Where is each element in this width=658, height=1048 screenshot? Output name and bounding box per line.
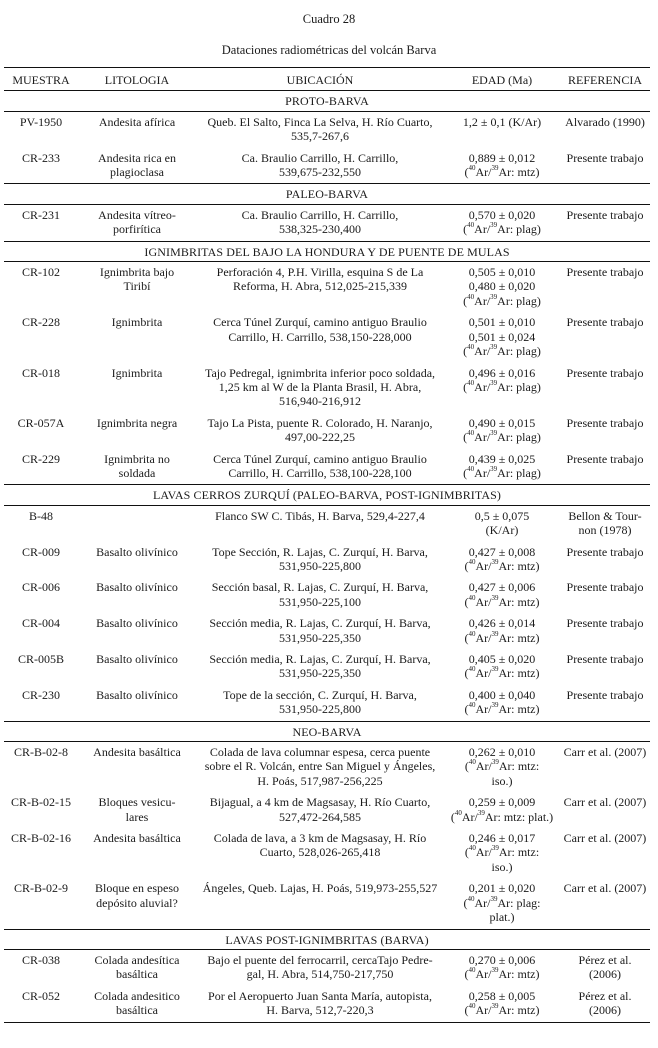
cell-line: Ignimbrita xyxy=(111,365,163,380)
cell-edad xyxy=(444,742,560,793)
cell-line: 0,270 ± 0,006 xyxy=(468,952,536,967)
cell-line: porfirítica xyxy=(113,222,161,237)
cell-line: 0,5 ± 0,075 xyxy=(474,508,530,523)
cell-edad xyxy=(444,792,560,828)
cell-line: ($^{40}$Ar/$^{39}$Ar: plag) xyxy=(463,292,541,308)
cell-edad xyxy=(444,949,560,985)
section-header-row xyxy=(4,721,650,741)
table-row xyxy=(4,505,650,541)
cell-line: ($^{40}$Ar/$^{39}$Ar: mtz) xyxy=(464,966,540,982)
cell-line: Basalto olivínico xyxy=(96,616,178,631)
cell-muestra: CR-057A xyxy=(17,415,65,430)
table-row xyxy=(4,742,650,793)
cell-ubicacion xyxy=(196,363,444,413)
cell-edad xyxy=(444,685,560,721)
table-row xyxy=(4,262,650,313)
section-header-row xyxy=(4,485,650,505)
cell-line: ($^{40}$Ar/$^{39}$Ar: mtz: xyxy=(464,844,540,860)
cell-referencia xyxy=(560,685,650,721)
cell-ubicacion xyxy=(196,613,444,649)
cell-referencia xyxy=(560,878,650,929)
cell-litologia xyxy=(78,792,196,828)
cell-line: 0,400 ± 0,040 xyxy=(468,687,536,702)
cell-edad xyxy=(444,262,560,313)
cell-line: 531,950-225,350 xyxy=(279,630,361,645)
cell-referencia xyxy=(560,949,650,985)
cell-line: 0,490 ± 0,015 xyxy=(468,415,536,430)
cell-litologia xyxy=(78,312,196,362)
table-row xyxy=(4,685,650,721)
cell-line: 539,675-232,550 xyxy=(279,165,361,180)
cell-muestra: CR-230 xyxy=(21,687,60,702)
cell-ubicacion xyxy=(196,413,444,449)
cell-edad xyxy=(444,878,560,929)
cell-referencia xyxy=(560,413,650,449)
cell-muestra: CR-038 xyxy=(21,952,60,967)
cell-ubicacion xyxy=(196,878,444,929)
cell-line: Ignimbrita xyxy=(111,315,163,330)
cell-line: Carr et al. (2007) xyxy=(563,795,647,810)
cell-line: 0,262 ± 0,010 xyxy=(468,745,536,760)
cell-referencia xyxy=(560,262,650,313)
cell-ubicacion xyxy=(196,542,444,578)
cell-line: 531,950-225,800 xyxy=(279,558,361,573)
cell-muestra: CR-004 xyxy=(21,616,60,631)
table-row xyxy=(4,413,650,449)
cell-line: 0,505 ± 0,010 xyxy=(468,265,536,280)
cell-line: Ignimbrita no xyxy=(104,451,170,466)
cell-litologia xyxy=(78,828,196,878)
cell-referencia xyxy=(560,613,650,649)
cell-line: Bloques vesicu- xyxy=(98,795,176,810)
cell-line: 527,472-264,585 xyxy=(279,809,361,824)
cell-line: ($^{40}$Ar/$^{39}$Ar: plag) xyxy=(463,464,541,480)
cell-litologia xyxy=(78,577,196,613)
cell-line: Tiribí xyxy=(123,279,151,294)
section-title: PROTO-BARVA xyxy=(4,91,650,111)
cell-litologia xyxy=(78,878,196,929)
cell-line: 531,950-225,100 xyxy=(279,594,361,609)
cell-line: Tajo Pedregal, ignimbrita inferior poco soldada, xyxy=(204,365,436,380)
cell-line: Carr et al. (2007) xyxy=(563,745,647,760)
cell-line: iso.) xyxy=(491,859,513,874)
cell-line: Ángeles, Queb. Lajas, H. Poás, 519,973-255,527 xyxy=(202,881,438,896)
table-row xyxy=(4,949,650,985)
cell-ubicacion xyxy=(196,685,444,721)
cell-line: sobre el R. Volcán, entre San Miguel y Ángeles, xyxy=(204,759,436,774)
cell-line: Andesita afírica xyxy=(98,114,176,129)
cell-line: ($^{40}$Ar/$^{39}$Ar: mtz) xyxy=(464,665,540,681)
cell-ubicacion xyxy=(196,312,444,362)
cell-line: Basalto olivínico xyxy=(96,544,178,559)
cell-line: Colada andesítica xyxy=(94,952,180,967)
cell-ubicacion xyxy=(196,148,444,184)
cell-line: Queb. El Salto, Finca La Selva, H. Río Cuarto, xyxy=(207,114,433,129)
header-muestra: MUESTRA xyxy=(4,68,78,91)
cell-line: Perforación 4, P.H. Virilla, esquina S de La xyxy=(216,265,424,280)
cell-line: Ca. Braulio Carrillo, H. Carrillo, xyxy=(241,150,399,165)
cell-line: Carrillo, H. Carrillo, 538,100-228,100 xyxy=(228,465,412,480)
cell-line: Bijagual, a 4 km de Magsasay, H. Río Cuarto, xyxy=(209,795,431,810)
header-edad: EDAD (Ma) xyxy=(444,68,560,91)
cell-edad xyxy=(444,542,560,578)
cell-edad xyxy=(444,148,560,184)
cell-line: 0,201 ± 0,020 xyxy=(468,881,536,896)
cell-line: ($^{40}$Ar/$^{39}$Ar: mtz) xyxy=(464,593,540,609)
table-row xyxy=(4,828,650,878)
cell-line: Andesita vítreo- xyxy=(98,207,176,222)
cell-ubicacion xyxy=(196,986,444,1022)
cell-line: Pérez et al. xyxy=(578,952,632,967)
table-row xyxy=(4,878,650,929)
cell-line: Basalto olivínico xyxy=(96,652,178,666)
cell-line: ($^{40}$Ar/$^{39}$Ar: mtz) xyxy=(464,164,540,180)
cell-line: H. Poás, 517,987-256,225 xyxy=(257,773,383,788)
cell-line: 0,405 ± 0,020 xyxy=(468,652,536,666)
cell-muestra: CR-102 xyxy=(21,265,60,280)
cell-line: ($^{40}$Ar/$^{39}$Ar: mtz) xyxy=(464,557,540,573)
table-row xyxy=(4,577,650,613)
cell-referencia xyxy=(560,363,650,413)
cell-referencia xyxy=(560,577,650,613)
cell-ubicacion xyxy=(196,649,444,685)
cell-line: basáltica xyxy=(116,1003,158,1018)
section-header-row xyxy=(4,184,650,204)
cell-line: 538,325-230,400 xyxy=(279,222,361,237)
cell-line: 0,501 ± 0,010 xyxy=(468,315,536,330)
cell-litologia xyxy=(78,649,196,685)
cell-line: 0,496 ± 0,016 xyxy=(468,365,536,380)
table-caption: Cuadro 28 xyxy=(302,12,356,26)
section-header-row xyxy=(4,241,650,261)
cell-line: 1,25 km al W de la Planta Brasil, H. Abra, xyxy=(218,379,422,394)
cell-ubicacion xyxy=(196,828,444,878)
cell-line: Sección basal, R. Lajas, C. Zurquí, H. Barva, xyxy=(211,580,429,595)
table-row xyxy=(4,312,650,362)
table-row xyxy=(4,649,650,685)
header-litologia: LITOLOGIA xyxy=(78,68,196,91)
cell-line: Tajo La Pista, puente R. Colorado, H. Naranjo, xyxy=(207,415,433,430)
cell-line: Presente trabajo xyxy=(566,315,644,330)
cell-ubicacion xyxy=(196,505,444,541)
cell-line: 0,501 ± 0,024 xyxy=(468,329,536,344)
cell-ubicacion xyxy=(196,792,444,828)
section-title: NEO-BARVA xyxy=(4,721,650,741)
cell-ubicacion xyxy=(196,262,444,313)
section-title: LAVAS CERROS ZURQUÍ (PALEO-BARVA, POST-IGNIMBRITAS) xyxy=(4,485,650,505)
cell-line: 531,950-225,800 xyxy=(279,702,361,717)
header-referencia: REFERENCIA xyxy=(560,68,650,91)
cell-muestra: CR-052 xyxy=(4,986,78,1022)
cell-muestra: B-48 xyxy=(29,508,53,523)
cell-line: gal, H. Abra, 514,750-217,750 xyxy=(246,967,394,982)
table-title: Dataciones radiométricas del volcán Barva xyxy=(221,43,437,57)
cell-line: Colada andesitico xyxy=(94,988,180,1003)
cell-line: 0,427 ± 0,008 xyxy=(468,544,536,559)
cell-line: Carrillo, H. Carrillo, 538,150-228,000 xyxy=(228,329,412,344)
cell-line: 0,259 ± 0,009 xyxy=(468,795,536,810)
cell-ubicacion xyxy=(196,111,444,147)
cell-muestra: CR-005B xyxy=(17,652,64,666)
cell-litologia xyxy=(78,449,196,485)
cell-line: Cerca Túnel Zurquí, camino antiguo Braulio xyxy=(213,451,427,466)
cell-muestra: CR-009 xyxy=(21,544,60,559)
cell-referencia xyxy=(560,742,650,793)
cell-referencia xyxy=(560,505,650,541)
cell-edad xyxy=(444,449,560,485)
dating-table xyxy=(4,67,650,1023)
table-row xyxy=(4,363,650,413)
cell-litologia xyxy=(78,111,196,147)
cell-line: ($^{40}$Ar/$^{39}$Ar: plag) xyxy=(463,221,541,237)
cell-muestra: CR-006 xyxy=(21,580,60,595)
cell-edad xyxy=(444,111,560,147)
cell-litologia xyxy=(78,949,196,985)
cell-line: Ignimbrita bajo xyxy=(99,265,175,280)
cell-line: plat.) xyxy=(489,910,515,925)
cell-line: 0,426 ± 0,014 xyxy=(468,616,536,631)
cell-ubicacion xyxy=(196,742,444,793)
cell-line: ($^{40}$Ar/$^{39}$Ar: plag: xyxy=(463,894,541,910)
cell-muestra: CR-B-02-16 xyxy=(11,831,71,846)
cell-line: Presente trabajo xyxy=(566,415,644,430)
cell-referencia xyxy=(560,204,650,241)
cell-line: 0,427 ± 0,006 xyxy=(468,580,536,595)
cell-line: (2006) xyxy=(589,967,621,982)
cell-edad xyxy=(444,413,560,449)
cell-line: Presente trabajo xyxy=(566,544,644,559)
cell-edad xyxy=(444,577,560,613)
cell-muestra: CR-018 xyxy=(21,365,60,380)
cell-line: Tope de la sección, C. Zurquí, H. Barva, xyxy=(223,687,417,702)
cell-muestra: CR-B-02-8 xyxy=(14,745,68,760)
cell-line: 497,00-222,25 xyxy=(285,430,355,445)
cell-line: ($^{40}$Ar/$^{39}$Ar: mtz) xyxy=(464,701,540,717)
cell-litologia xyxy=(78,148,196,184)
cell-edad xyxy=(444,363,560,413)
cell-line: Alvarado (1990) xyxy=(565,114,645,129)
cell-referencia xyxy=(560,148,650,184)
cell-line: 535,7-267,6 xyxy=(291,129,349,144)
table-row xyxy=(4,111,650,147)
cell-line: Sección media, R. Lajas, C. Zurquí, H. Barva, xyxy=(209,652,431,666)
cell-muestra: CR-229 xyxy=(21,451,60,466)
table-row xyxy=(4,542,650,578)
header-row xyxy=(4,68,650,91)
cell-line: Presente trabajo xyxy=(566,616,644,631)
cell-line: Cuarto, 528,026-265,418 xyxy=(259,845,381,860)
cell-ubicacion xyxy=(196,577,444,613)
cell-line: Ca. Braulio Carrillo, H. Carrillo, xyxy=(241,207,399,222)
cell-litologia xyxy=(78,685,196,721)
cell-line: Presente trabajo xyxy=(566,687,644,702)
cell-line: Sección media, R. Lajas, C. Zurquí, H. Barva, xyxy=(209,616,431,631)
cell-line: ($^{40}$Ar/$^{39}$Ar: mtz) xyxy=(464,1002,540,1018)
cell-line: Carr et al. (2007) xyxy=(563,831,647,846)
cell-line: ($^{40}$Ar/$^{39}$Ar: plag) xyxy=(463,343,541,359)
cell-litologia xyxy=(78,363,196,413)
table-row xyxy=(4,204,650,241)
cell-ubicacion xyxy=(196,949,444,985)
cell-line: Presente trabajo xyxy=(566,580,644,595)
cell-edad xyxy=(444,312,560,362)
cell-line: Basalto olivínico xyxy=(96,687,178,702)
cell-litologia xyxy=(78,204,196,241)
table-body xyxy=(4,91,650,1022)
cell-line: (2006) xyxy=(589,1003,621,1018)
cell-line: 0,570 ± 0,020 xyxy=(468,207,536,222)
cell-line: (K/Ar) xyxy=(485,523,519,538)
cell-line: ($^{40}$Ar/$^{39}$Ar: plag) xyxy=(463,378,541,394)
cell-line: Presente trabajo xyxy=(566,365,644,380)
cell-referencia xyxy=(560,986,650,1022)
cell-line: basáltica xyxy=(116,967,158,982)
cell-line: Bloque en espeso xyxy=(95,881,179,896)
cell-edad xyxy=(444,204,560,241)
cell-line: depósito aluvial? xyxy=(96,895,178,910)
section-title: IGNIMBRITAS DEL BAJO LA HONDURA Y DE PUENTE DE MULAS xyxy=(4,241,650,261)
cell-line: Presente trabajo xyxy=(566,207,644,222)
cell-line: 1,2 ± 0,1 (K/Ar) xyxy=(462,114,542,129)
cell-line: 516,940-216,912 xyxy=(279,394,361,409)
cell-litologia xyxy=(78,413,196,449)
cell-line: 0,246 ± 0,017 xyxy=(468,831,536,846)
cell-ubicacion xyxy=(196,204,444,241)
cell-line: plagioclasa xyxy=(110,165,164,180)
cell-edad xyxy=(444,828,560,878)
cell-edad xyxy=(444,505,560,541)
cell-referencia xyxy=(560,542,650,578)
cell-line: Por el Aeropuerto Juan Santa María, autopista, xyxy=(208,988,432,1003)
cell-line: Tope Sección, R. Lajas, C. Zurquí, H. Barva, xyxy=(212,544,428,559)
cell-edad xyxy=(444,986,560,1022)
cell-ubicacion xyxy=(196,449,444,485)
table-row xyxy=(4,792,650,828)
table-row xyxy=(4,449,650,485)
cell-referencia xyxy=(560,792,650,828)
table-row xyxy=(4,148,650,184)
cell-line: Colada de lava, a 3 km de Magsasay, H. Río xyxy=(213,831,427,846)
cell-line: soldada xyxy=(118,465,156,480)
cell-line: 0,439 ± 0,025 xyxy=(468,451,536,466)
cell-line: Andesita rica en xyxy=(98,150,176,165)
table-row xyxy=(4,613,650,649)
cell-referencia xyxy=(560,649,650,685)
cell-line: 0,889 ± 0,012 xyxy=(468,150,536,165)
cell-line: 0,480 ± 0,020 xyxy=(468,279,536,294)
cell-muestra: CR-B-02-9 xyxy=(14,881,68,896)
cell-litologia xyxy=(78,262,196,313)
cell-edad xyxy=(444,613,560,649)
section-header-row xyxy=(4,929,650,949)
cell-line: non (1978) xyxy=(578,523,632,538)
cell-line: Bajo el puente del ferrocarril, cercaTajo Pedre- xyxy=(207,952,433,967)
cell-line: Presente trabajo xyxy=(566,150,644,165)
cell-litologia xyxy=(78,742,196,793)
cell-muestra: CR-228 xyxy=(21,315,60,330)
cell-muestra: CR-233 xyxy=(21,150,60,165)
cell-referencia xyxy=(560,111,650,147)
cell-line: Presente trabajo xyxy=(566,451,644,466)
cell-litologia xyxy=(78,986,196,1022)
cell-line: Pérez et al. xyxy=(578,988,632,1003)
cell-line: Presente trabajo xyxy=(566,265,644,280)
cell-line: Presente trabajo xyxy=(566,652,644,666)
header-ubicacion: UBICACIÓN xyxy=(196,68,444,91)
cell-line: Carr et al. (2007) xyxy=(563,881,647,896)
cell-line: Andesita basáltica xyxy=(93,745,181,760)
cell-line: iso.) xyxy=(491,773,513,788)
cell-line: Cerca Túnel Zurquí, camino antiguo Braulio xyxy=(213,315,427,330)
cell-litologia xyxy=(78,613,196,649)
cell-referencia xyxy=(560,828,650,878)
cell-muestra: CR-B-02-15 xyxy=(11,795,71,810)
cell-referencia xyxy=(560,449,650,485)
cell-muestra: CR-231 xyxy=(21,207,60,222)
cell-line: 531,950-225,350 xyxy=(279,666,361,681)
cell-line: ($^{40}$Ar/$^{39}$Ar: mtz: xyxy=(464,758,540,774)
cell-referencia xyxy=(560,312,650,362)
cell-edad xyxy=(444,649,560,685)
cell-line: Ignimbrita negra xyxy=(96,415,178,430)
cell-line: Flanco SW C. Tibás, H. Barva, 529,4-227,4 xyxy=(215,508,425,523)
cell-line: ($^{40}$Ar/$^{39}$Ar: plag) xyxy=(463,429,541,445)
section-title: LAVAS POST-IGNIMBRITAS (BARVA) xyxy=(4,929,650,949)
section-title: PALEO-BARVA xyxy=(4,184,650,204)
cell-litologia xyxy=(78,505,196,541)
cell-line: 0,258 ± 0,005 xyxy=(468,988,536,1003)
cell-line: Andesita basáltica xyxy=(93,831,181,846)
cell-muestra: PV-1950 xyxy=(19,114,63,129)
cell-line: Reforma, H. Abra, 512,025-215,339 xyxy=(233,279,407,294)
cell-line: ($^{40}$Ar/$^{39}$Ar: mtz: plat.) xyxy=(450,808,554,824)
cell-line: lares xyxy=(125,809,149,824)
section-header-row xyxy=(4,91,650,111)
cell-litologia xyxy=(78,542,196,578)
cell-line: Basalto olivínico xyxy=(96,580,178,595)
cell-line: H. Barva, 512,7-220,3 xyxy=(266,1003,374,1018)
table-row xyxy=(4,986,650,1022)
cell-line: ($^{40}$Ar/$^{39}$Ar: mtz) xyxy=(464,629,540,645)
cell-line: Colada de lava columnar espesa, cerca puente xyxy=(209,745,431,760)
cell-line: Bellon & Tour- xyxy=(568,508,642,523)
